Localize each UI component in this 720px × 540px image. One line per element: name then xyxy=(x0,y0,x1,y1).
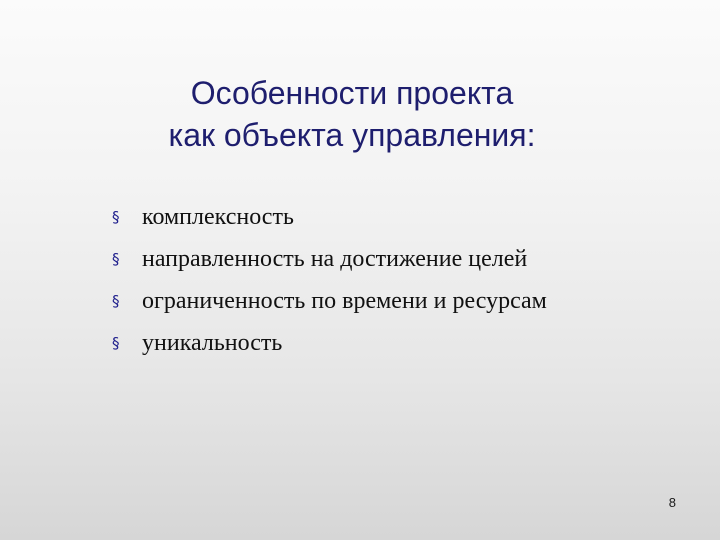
section-sign-icon: § xyxy=(112,333,120,352)
bullet-list xyxy=(112,196,547,364)
list-item xyxy=(112,322,547,364)
bullet-text: уникальность xyxy=(142,329,283,356)
bullet-text: направленность на достижение целей xyxy=(142,245,528,272)
bullet-text: ограниченность по времени и ресурсам xyxy=(142,287,547,314)
bullet-text: комплексность xyxy=(142,203,294,230)
page-number: 8 xyxy=(668,495,676,510)
list-item xyxy=(112,238,547,280)
title-line-1: Особенности проекта xyxy=(190,75,514,111)
list-item xyxy=(112,196,547,238)
section-sign-icon: § xyxy=(112,249,120,268)
section-sign-icon: § xyxy=(112,207,120,226)
section-sign-icon: § xyxy=(112,291,120,310)
title-line-2: как объекта управления: xyxy=(168,117,536,153)
slide-title xyxy=(0,72,704,156)
list-item xyxy=(112,280,547,322)
